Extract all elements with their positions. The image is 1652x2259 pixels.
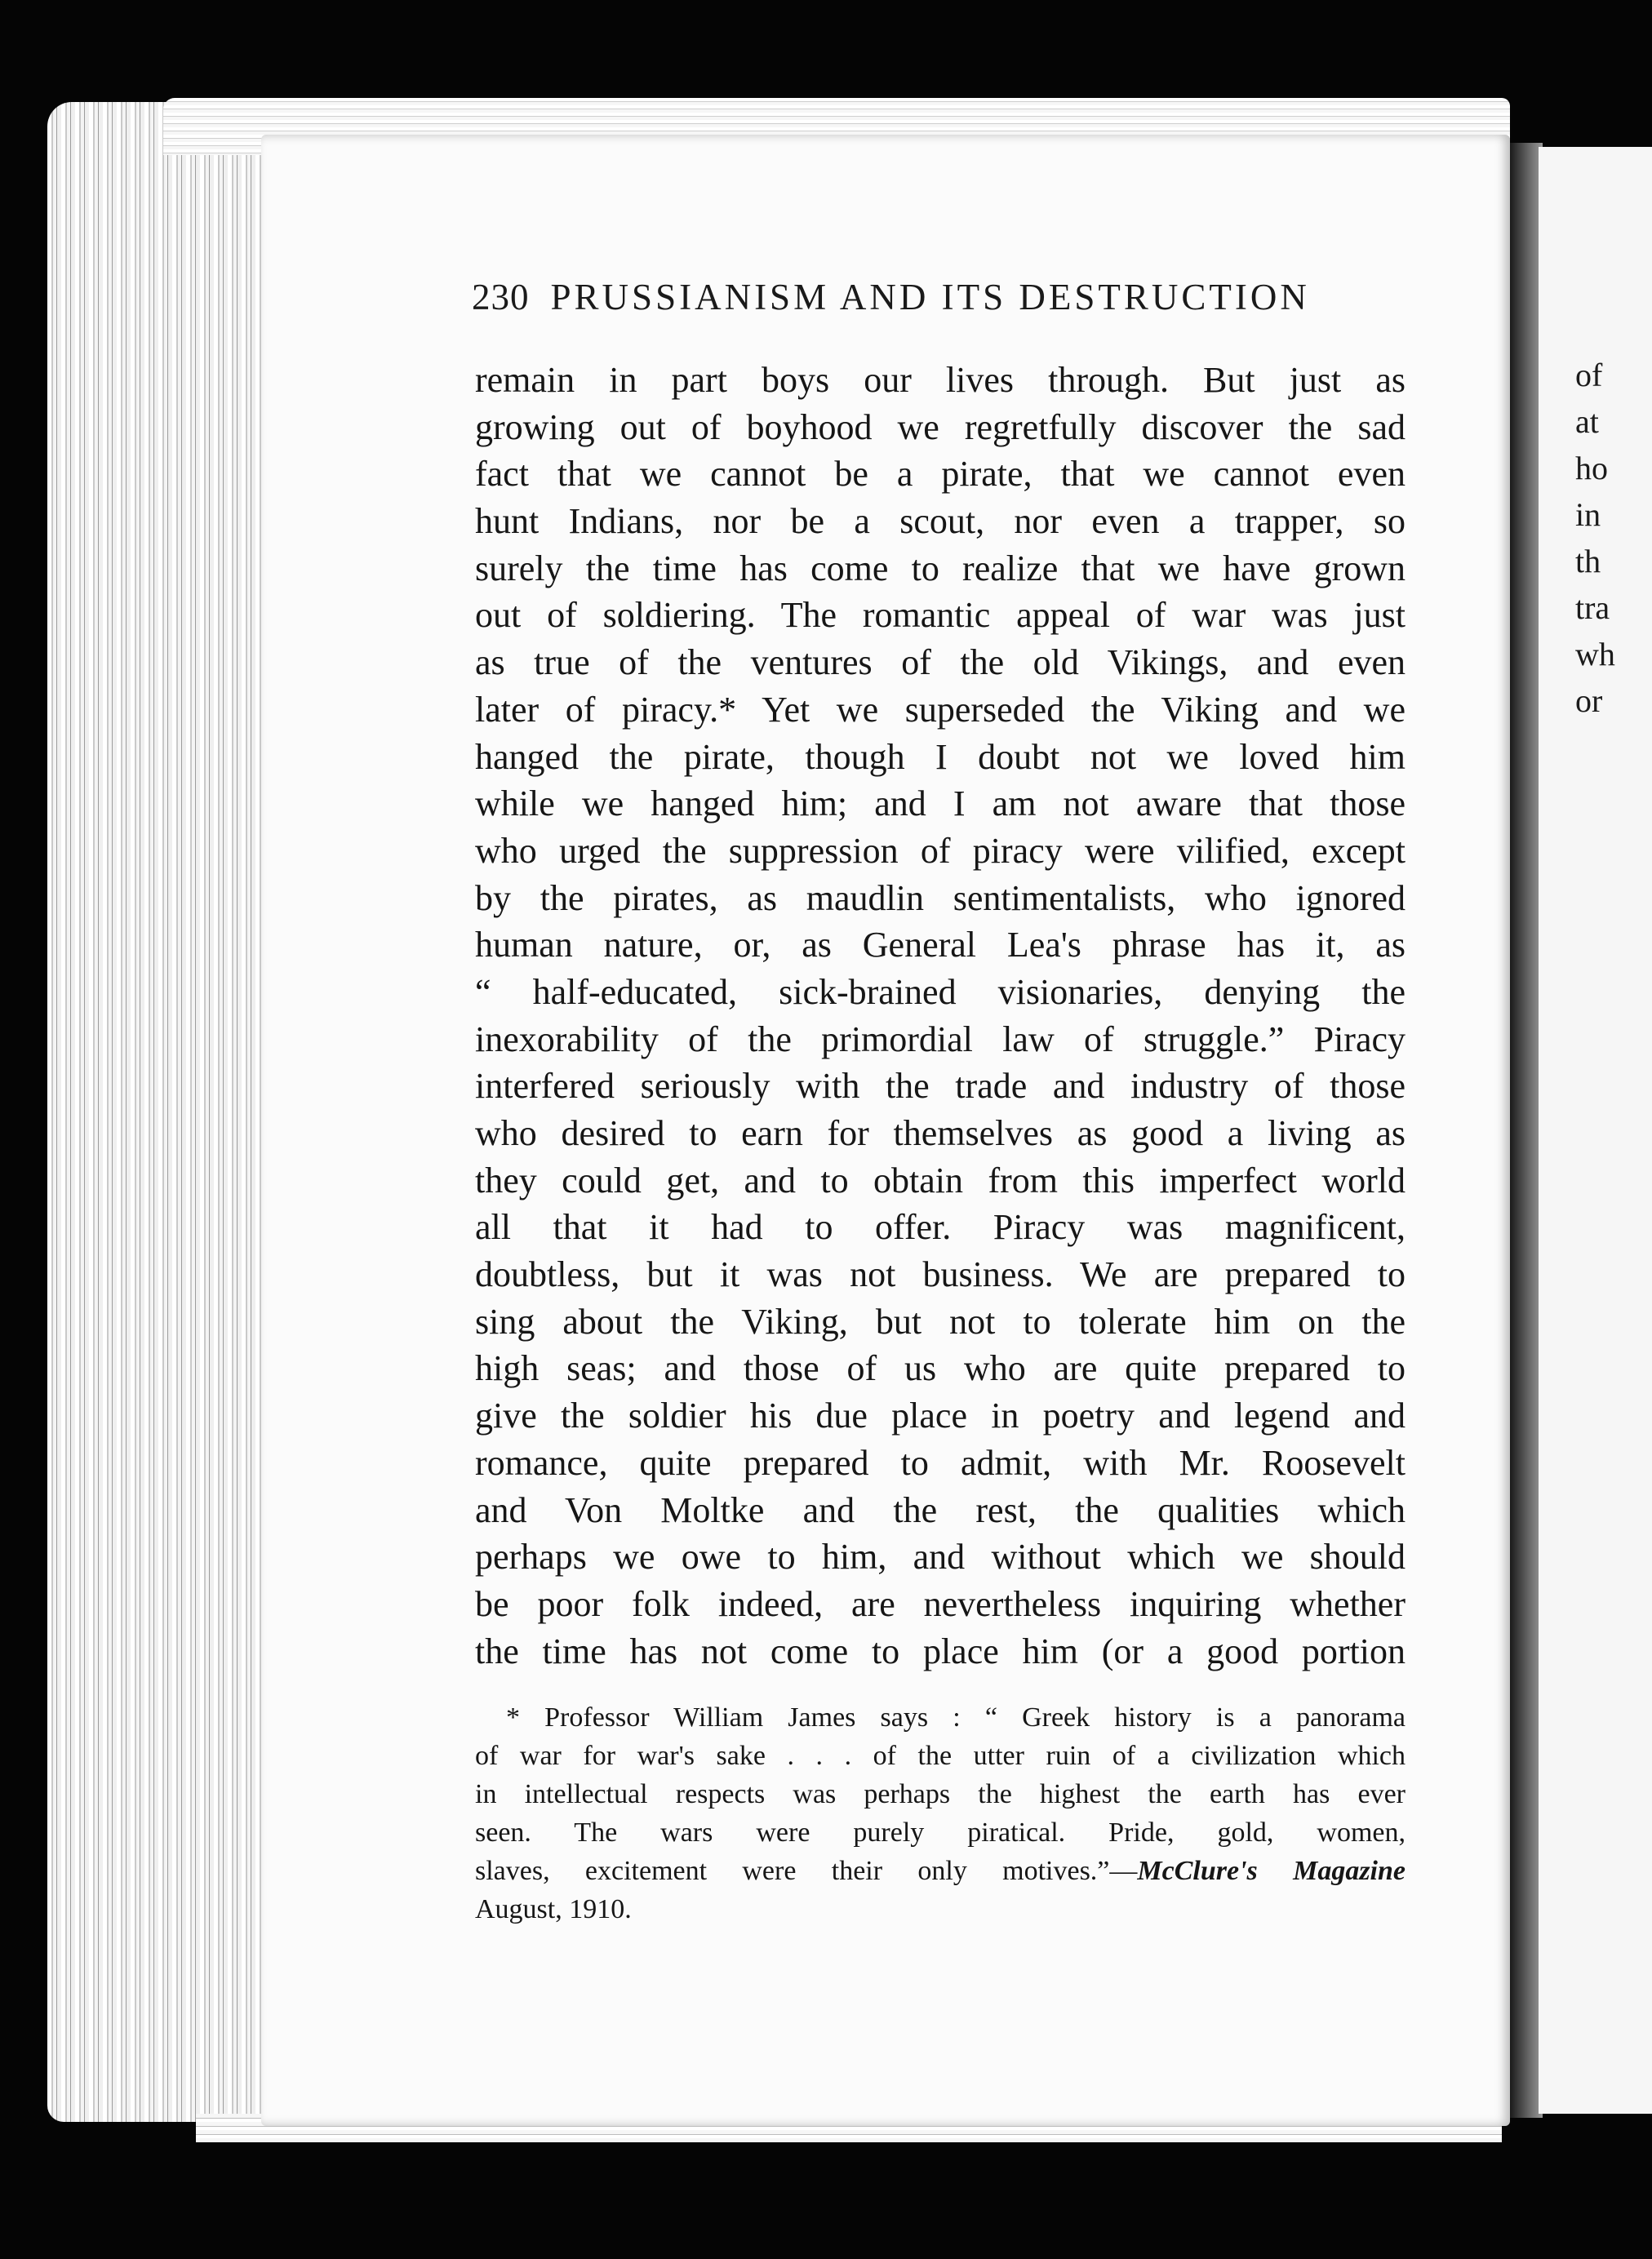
facing-fragment: in bbox=[1575, 496, 1601, 533]
text-line: all that it had to offer. Piracy was magnificent, bbox=[475, 1207, 1406, 1248]
text-line: romance, quite prepared to admit, with Mr. Roosevelt bbox=[475, 1442, 1406, 1483]
running-header bbox=[472, 276, 1402, 318]
text-line: as true of the ventures of the old Vikings, and even bbox=[475, 642, 1406, 683]
footnote-line bbox=[475, 1852, 1406, 1890]
footnote-date: August, 1910. bbox=[475, 1894, 632, 1924]
body-text bbox=[475, 357, 1406, 1675]
text-line: fact that we cannot be a pirate, that we cannot even bbox=[475, 454, 1406, 495]
text-line: sing about the Viking, but not to tolerate him on the bbox=[475, 1301, 1406, 1342]
text-line: hunt Indians, nor be a scout, nor even a trapper, so bbox=[475, 501, 1406, 542]
facing-fragment: tra bbox=[1575, 589, 1610, 626]
text-line: they could get, and to obtain from this imperfect world bbox=[475, 1160, 1406, 1201]
text-line: later of piracy.* Yet we superseded the Viking and we bbox=[475, 689, 1406, 730]
text-line: doubtless, but it was not business. We are prepared to bbox=[475, 1254, 1406, 1295]
page-number: 230 bbox=[472, 277, 530, 317]
running-title: PRUSSIANISM AND ITS DESTRUCTION bbox=[550, 277, 1310, 317]
text-line: hanged the pirate, though I doubt not we loved him bbox=[475, 736, 1406, 777]
text-line: interfered seriously with the trade and industry of those bbox=[475, 1066, 1406, 1107]
footnote bbox=[475, 1698, 1406, 1928]
text-line: inexorability of the primordial law of struggle.” Piracy bbox=[475, 1019, 1406, 1059]
text-line: remain in part boys our lives through. But just as bbox=[475, 360, 1406, 400]
facing-fragment: th bbox=[1575, 543, 1601, 579]
footnote-line: * Professor William James says : “ Greek history is a panorama bbox=[506, 1702, 1406, 1733]
footnote-text: slaves, excitement were their only motives.”— bbox=[475, 1856, 1138, 1886]
facing-fragment: or bbox=[1575, 682, 1603, 719]
text-line: high seas; and those of us who are quite prepared to bbox=[475, 1348, 1406, 1389]
facing-fragment: wh bbox=[1575, 636, 1615, 672]
footnote-line: of war for war's sake . . . of the utter ruin of a civilization which bbox=[475, 1741, 1406, 1771]
facing-fragment: of bbox=[1575, 357, 1603, 393]
facing-fragment: at bbox=[1575, 403, 1599, 440]
facing-fragment: ho bbox=[1575, 450, 1608, 486]
text-line: perhaps we owe to him, and without which we should bbox=[475, 1537, 1406, 1578]
text-line: while we hanged him; and I am not aware that those bbox=[475, 783, 1406, 824]
footnote-line: in intellectual respects was perhaps the highest the earth has ever bbox=[475, 1779, 1406, 1809]
footnote-line: seen. The wars were purely piratical. Pride, gold, women, bbox=[475, 1817, 1406, 1848]
text-line: the time has not come to place him (or a good portion bbox=[475, 1631, 1406, 1671]
text-line: who desired to earn for themselves as good a living as bbox=[475, 1113, 1406, 1153]
text-line: human nature, or, as General Lea's phrase has it, as bbox=[475, 925, 1406, 965]
text-line: surely the time has come to realize that we have grown bbox=[475, 548, 1406, 588]
text-line: “ half-educated, sick-brained visionaries, denying the bbox=[475, 971, 1406, 1012]
book-gutter bbox=[1510, 143, 1543, 2118]
footnote-source: McClure's Magazine bbox=[1137, 1856, 1406, 1886]
text-line: who urged the suppression of piracy were vilified, except bbox=[475, 830, 1406, 871]
page-edges-left bbox=[47, 102, 276, 2122]
text-line: by the pirates, as maudlin sentimentalists, who ignored bbox=[475, 877, 1406, 918]
text-line: give the soldier his due place in poetry and legend and bbox=[475, 1396, 1406, 1436]
text-line: out of soldiering. The romantic appeal of war was just bbox=[475, 595, 1406, 636]
text-line: be poor folk indeed, are nevertheless inquiring whether bbox=[475, 1583, 1406, 1624]
text-line: growing out of boyhood we regretfully discover the sad bbox=[475, 406, 1406, 447]
text-line: and Von Moltke and the rest, the qualities which bbox=[475, 1489, 1406, 1530]
